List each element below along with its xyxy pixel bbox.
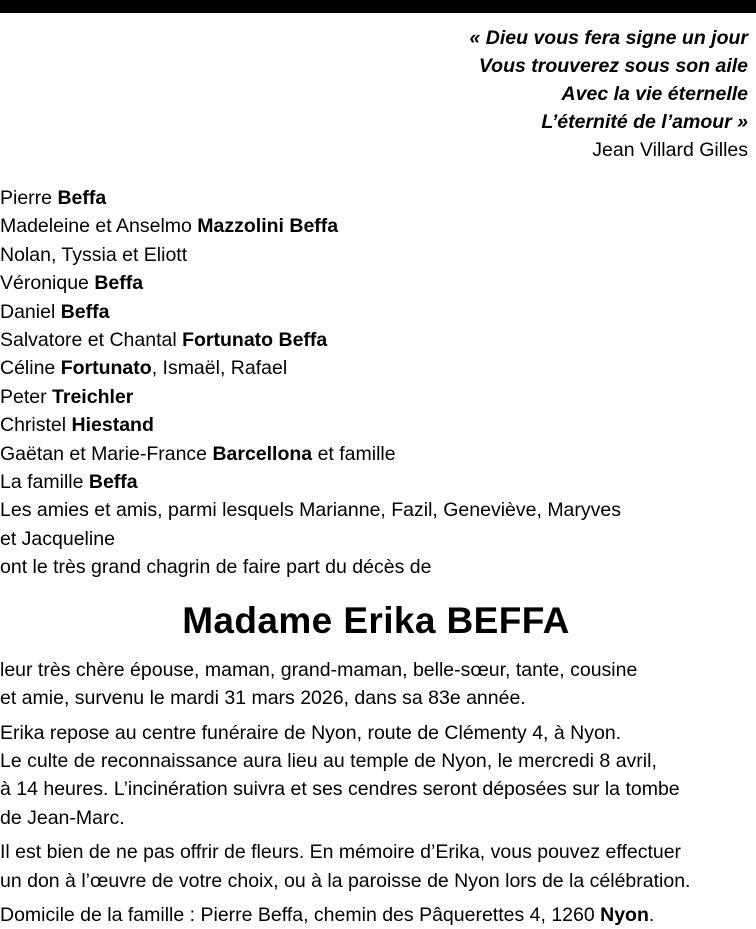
text-run: Domicile de la famille : Pierre Beffa, chemin des Pâquerettes 4, 1260 bbox=[0, 903, 601, 926]
body-line bbox=[0, 867, 752, 895]
epigraph-line: L’éternité de l’amour » bbox=[541, 111, 748, 133]
epigraph-block bbox=[0, 24, 752, 164]
name-emphasis: Beffa bbox=[94, 272, 144, 295]
deceased-name: Madame Erika BEFFA bbox=[182, 599, 570, 641]
name-emphasis: Fortunato Beffa bbox=[182, 329, 328, 352]
epigraph-line: « Dieu vous fera signe un jour bbox=[469, 27, 748, 49]
body-line bbox=[0, 656, 752, 684]
notice-body bbox=[0, 656, 752, 929]
text-run: ont le très grand chagrin de faire part du décès de bbox=[0, 556, 432, 579]
name-emphasis: Beffa bbox=[60, 300, 110, 323]
name-emphasis: Nyon bbox=[600, 903, 649, 926]
epigraph-line: Avec la vie éternelle bbox=[561, 83, 748, 105]
epigraph-line: Vous trouverez sous son aile bbox=[478, 55, 748, 77]
epigraph-lines bbox=[0, 24, 748, 136]
family-names-list bbox=[0, 184, 752, 582]
family-name-line bbox=[0, 553, 752, 581]
family-name-line bbox=[0, 411, 752, 439]
text-run: Peter bbox=[0, 385, 53, 408]
body-line bbox=[0, 804, 752, 832]
text-run: Gaëtan et Marie-France bbox=[0, 442, 213, 465]
text-run: Erika repose au centre funéraire de Nyon, route de Clémenty 4, à Nyon. bbox=[0, 721, 622, 744]
text-run: Céline bbox=[0, 357, 61, 380]
name-emphasis: Barcellona bbox=[212, 442, 313, 465]
family-name-line bbox=[0, 496, 752, 524]
text-run: un don à l’œuvre de votre choix, ou à la paroisse de Nyon lors de la célébration. bbox=[0, 869, 691, 892]
text-run: Pierre bbox=[0, 187, 58, 209]
text-run: à 14 heures. L’incinération suivra et ses cendres seront déposées sur la tombe bbox=[0, 778, 680, 801]
family-name-line bbox=[0, 184, 752, 212]
name-emphasis: Hiestand bbox=[71, 414, 154, 437]
text-run: et amie, survenu le mardi 31 mars 2026, dans sa 83e année. bbox=[0, 687, 526, 710]
notice-content bbox=[0, 24, 756, 929]
text-run: Madeleine et Anselmo bbox=[0, 215, 198, 238]
body-line bbox=[0, 719, 752, 747]
text-run: et Jacqueline bbox=[0, 527, 115, 550]
name-emphasis: Treichler bbox=[52, 385, 134, 408]
text-run: La famille bbox=[0, 471, 89, 494]
name-emphasis: Beffa bbox=[88, 471, 138, 494]
text-run: leur très chère épouse, maman, grand-maman, belle-sœur, tante, cousine bbox=[0, 658, 638, 681]
body-line bbox=[0, 747, 752, 775]
text-run: , Ismaël, Rafael bbox=[151, 357, 288, 380]
family-name-line bbox=[0, 298, 752, 326]
family-name-line bbox=[0, 269, 752, 297]
text-run: . bbox=[648, 903, 655, 926]
text-run: et famille bbox=[312, 442, 396, 465]
epigraph-author: Jean Villard Gilles bbox=[592, 139, 748, 161]
body-line bbox=[0, 684, 752, 712]
name-emphasis: Mazzolini Beffa bbox=[197, 215, 339, 238]
family-name-line bbox=[0, 440, 752, 468]
top-black-rule bbox=[0, 0, 756, 13]
text-run: Il est bien de ne pas offrir de fleurs. En mémoire d’Erika, vous pouvez effectuer bbox=[0, 841, 682, 864]
text-run: Le culte de reconnaissance aura lieu au temple de Nyon, le mercredi 8 avril, bbox=[0, 749, 657, 772]
family-name-line bbox=[0, 354, 752, 382]
text-run: de Jean-Marc. bbox=[0, 806, 125, 829]
family-name-line bbox=[0, 212, 752, 240]
family-name-line bbox=[0, 383, 752, 411]
family-name-line bbox=[0, 241, 752, 269]
name-emphasis: Beffa bbox=[57, 187, 107, 209]
text-run: Salvatore et Chantal bbox=[0, 329, 183, 352]
text-run: Les amies et amis, parmi lesquels Marianne, Fazil, Geneviève, Maryves bbox=[0, 499, 621, 522]
text-run: Nolan, Tyssia et Eliott bbox=[0, 243, 188, 266]
family-name-line bbox=[0, 525, 752, 553]
family-name-line bbox=[0, 468, 752, 496]
body-line bbox=[0, 838, 752, 866]
body-line bbox=[0, 775, 752, 803]
body-line bbox=[0, 901, 752, 929]
name-emphasis: Fortunato bbox=[60, 357, 152, 380]
text-run: Christel bbox=[0, 414, 72, 437]
text-run: Véronique bbox=[0, 272, 95, 295]
text-run: Daniel bbox=[0, 300, 61, 323]
family-name-line bbox=[0, 326, 752, 354]
